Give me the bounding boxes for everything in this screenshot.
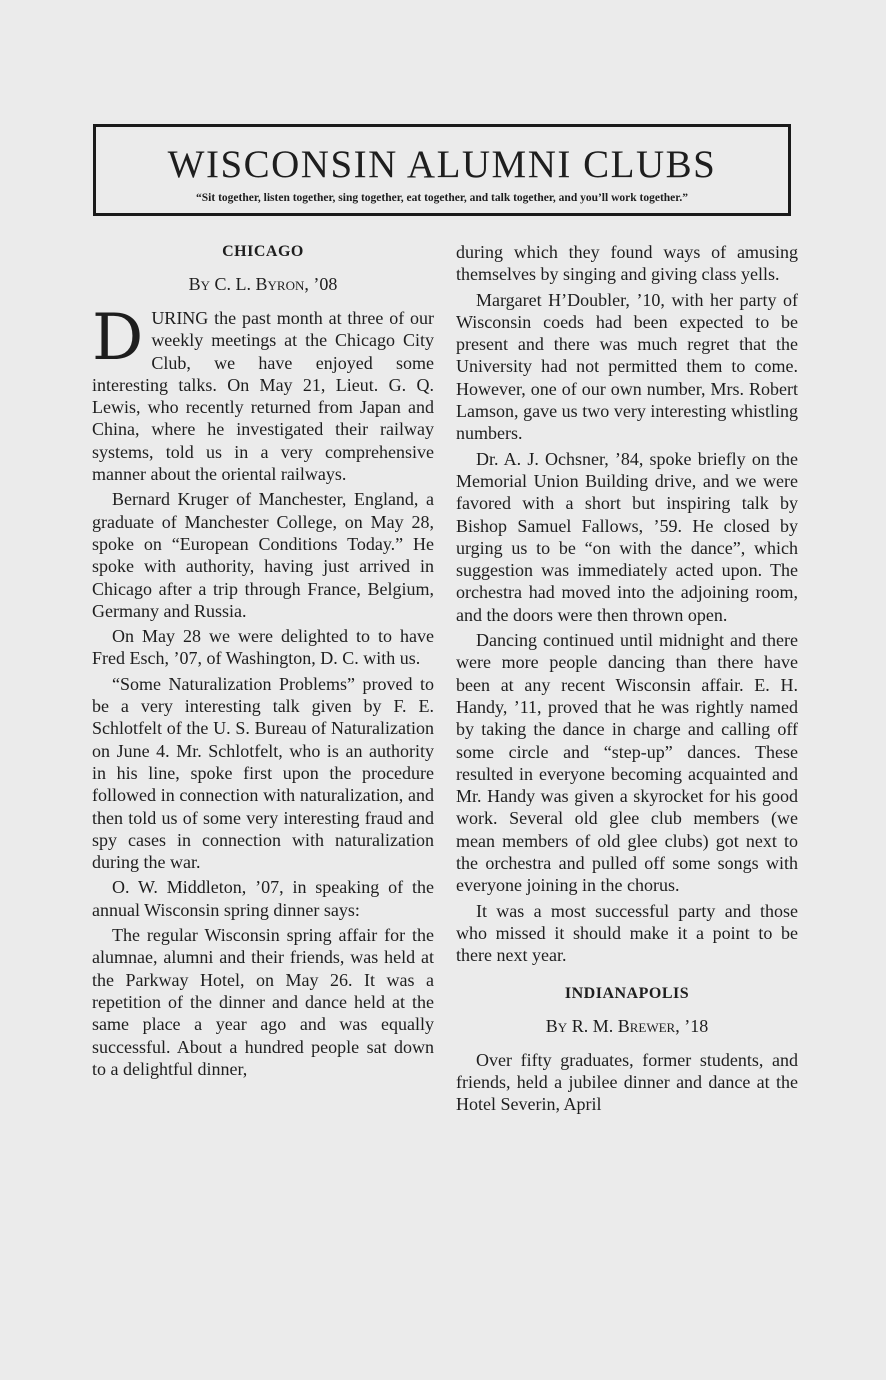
motto: “Sit together, listen together, sing together, eat together, and talk together, and you’ll work together.” <box>196 192 688 204</box>
left-column <box>92 241 434 1083</box>
byline-chicago: By C. L. Byron, ’08 <box>188 274 338 294</box>
paragraph: On May 28 we were delighted to to have Fred Esch, ’07, of Washington, D. C. with us. <box>92 626 434 669</box>
byline-indianapolis: By R. M. Brewer, ’18 <box>545 1015 709 1036</box>
paragraph: Bernard Kruger of Manchester, England, a graduate of Manchester College, on May 28, spoke on “European Conditions Today.” He spoke with authority, having just arrived in Chicago after a trip through France, Belgium, Germany and Russia. <box>92 489 434 621</box>
paragraph-text: URING the past month at three of our weekly meetings at the Chicago City Club, we have enjoyed some interesting talks. On May 21, Lieut. G. Q. Lewis, who recently returned from Japan and China, where he investigated their railway systems, told us in a very comprehensive manner about the oriental railways. <box>92 308 434 485</box>
paragraph: during which they found ways of amusing themselves by singing and giving class yells. <box>456 242 798 285</box>
paragraph: O. W. Middleton, ’07, in speaking of the annual Wisconsin spring dinner says: <box>92 877 434 920</box>
right-column <box>456 241 798 1118</box>
paragraph: The regular Wisconsin spring affair for the alumnae, alumni and their friends, was held at the Parkway Hotel, on May 26. It was a repetition of the dinner and dance held at the same place a year ago and was equally successful. About a hundred people sat down to a delightful dinner, <box>92 925 434 1079</box>
paragraph: Dr. A. J. Ochsner, ’84, spoke briefly on the Memorial Union Building drive, and we were favored with a short but inspiring talk by Bishop Samuel Fallows, ’59. He closed by urging us to be “on with the dance”, which suggestion was immediately acted upon. The orchestra had moved into the adjoining room, and the doors were then thrown open. <box>456 448 798 625</box>
section-heading-chicago: CHICAGO <box>222 243 304 260</box>
page-title: WISCONSIN ALUMNI CLUBS <box>167 143 717 186</box>
paragraph: It was a most successful party and those who missed it should make it a point to be there next year. <box>456 900 798 966</box>
section-heading-indianapolis: INDIANAPOLIS <box>564 984 690 1002</box>
paragraph: “Some Naturalization Problems” proved to be a very interesting talk given by F. E. Schlotfelt of the U. S. Bureau of Naturalization on June 4. Mr. Schlotfelt, who is an authority in his line, spoke first upon the procedure followed in connection with naturalization, and then told us of some very interesting fraud and spy cases in connection with naturalization during the war. <box>92 673 434 873</box>
drop-cap: D <box>92 301 144 375</box>
paragraph: Over fifty graduates, former students, and friends, held a jubilee dinner and dance at the Hotel Severin, April <box>456 1049 798 1115</box>
paragraph: Margaret H’Doubler, ’10, with her party of Wisconsin coeds had been expected to be present and there was much regret that the University had not permitted them to come. However, one of our own number, Mrs. Robert Lamson, gave us two very interesting whistling numbers. <box>456 289 798 444</box>
paragraph: Dancing continued until midnight and there were more people dancing than there have been at any recent Wisconsin affair. E. H. Handy, ’11, proved that he was rightly named by taking the dance in charge and calling off some circle and “step-up” dances. These resulted in everyone becoming acquainted and Mr. Handy was given a skyrocket for his good work. Several old glee club members (we mean members of old glee clubs) got next to the orchestra and pulled off some songs with everyone joining in the chorus. <box>456 630 798 896</box>
paragraph <box>92 301 434 485</box>
masthead-box <box>93 124 791 216</box>
